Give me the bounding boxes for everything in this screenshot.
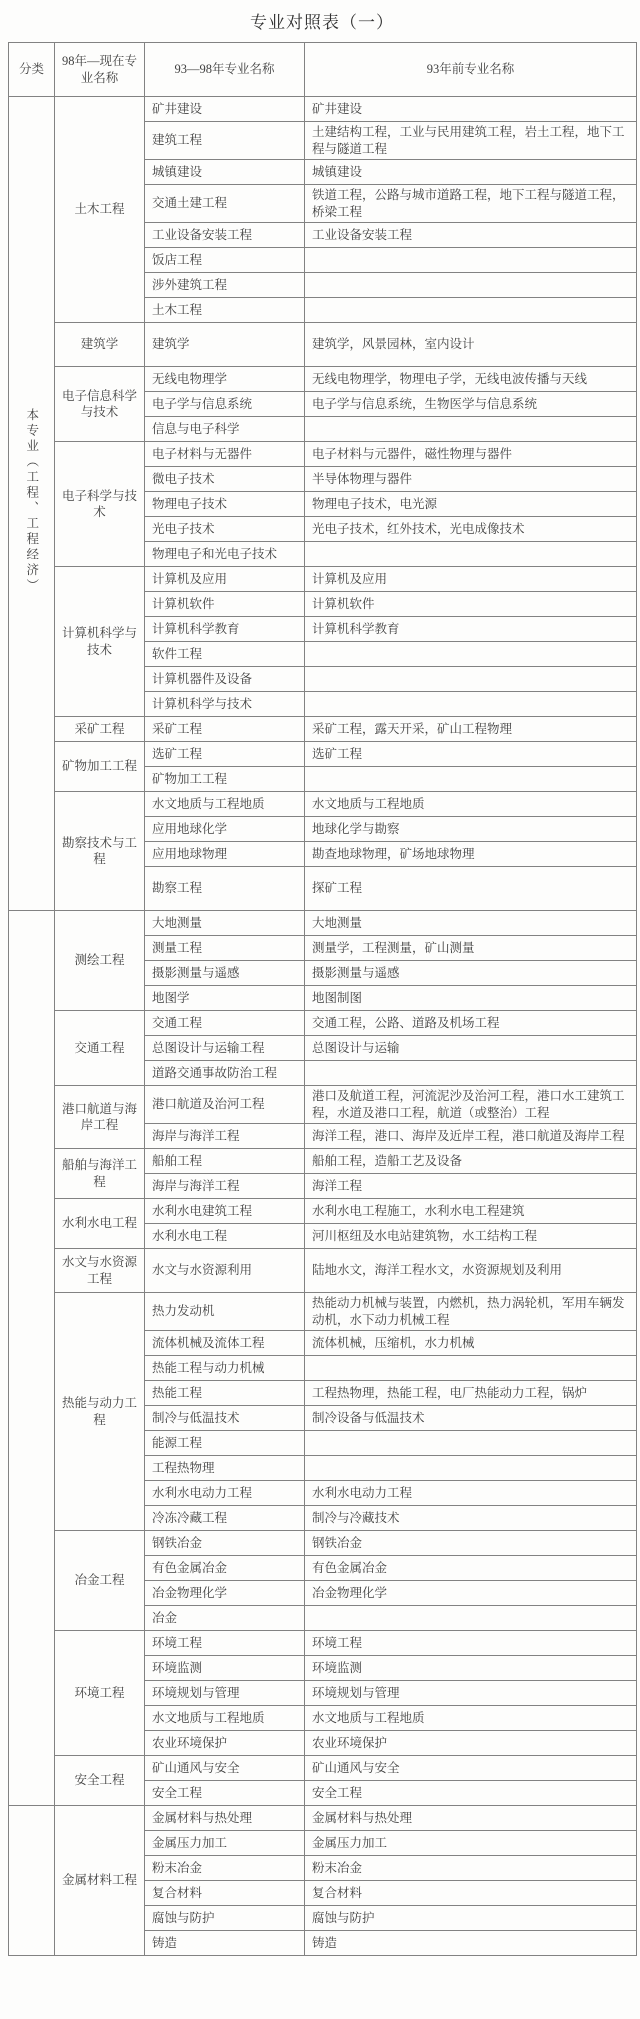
- major-93-98-cell: 计算机科学与技术: [145, 692, 305, 717]
- major-pre-93-cell: 热能动力机械与装置，内燃机，热力涡轮机，军用车辆发动机，水下动力机械工程: [305, 1293, 637, 1331]
- major-pre-93-cell: 粉末冶金: [305, 1856, 637, 1881]
- major-93-98-cell: 交通工程: [145, 1011, 305, 1036]
- major-pre-93-cell: 矿井建设: [305, 97, 637, 122]
- group-name-cell: 建筑学: [55, 323, 145, 367]
- major-93-98-cell: 无线电物理学: [145, 367, 305, 392]
- major-pre-93-cell: 金属压力加工: [305, 1831, 637, 1856]
- major-93-98-cell: 建筑工程: [145, 122, 305, 160]
- table-row: [9, 323, 637, 367]
- table-row: [9, 1631, 637, 1656]
- table-row: [9, 1756, 637, 1781]
- major-93-98-cell: 水利水电工程: [145, 1224, 305, 1249]
- group-name-cell: 矿物加工工程: [55, 742, 145, 792]
- major-93-98-cell: 能源工程: [145, 1431, 305, 1456]
- group-name-cell: 金属材料工程: [55, 1806, 145, 1956]
- major-93-98-cell: 海岸与海洋工程: [145, 1174, 305, 1199]
- major-93-98-cell: 农业环境保护: [145, 1731, 305, 1756]
- major-pre-93-cell: [305, 542, 637, 567]
- major-93-98-cell: 水文与水资源利用: [145, 1249, 305, 1293]
- major-pre-93-cell: [305, 1431, 637, 1456]
- header-major-pre-93: 93年前专业名称: [305, 43, 637, 97]
- major-pre-93-cell: 制冷设备与低温技术: [305, 1406, 637, 1431]
- major-pre-93-cell: 计算机软件: [305, 592, 637, 617]
- group-name-cell: 热能与动力工程: [55, 1293, 145, 1531]
- major-pre-93-cell: [305, 642, 637, 667]
- major-93-98-cell: 冶金物理化学: [145, 1581, 305, 1606]
- group-name-cell: 港口航道与海岸工程: [55, 1086, 145, 1149]
- group-name-cell: 安全工程: [55, 1756, 145, 1806]
- major-pre-93-cell: 水利水电工程施工，水利水电工程建筑: [305, 1199, 637, 1224]
- major-93-98-cell: 测量工程: [145, 936, 305, 961]
- group-name-cell: 冶金工程: [55, 1531, 145, 1631]
- major-93-98-cell: 水利水电建筑工程: [145, 1199, 305, 1224]
- table-row: [9, 1806, 637, 1831]
- group-name-cell: 电子科学与技术: [55, 442, 145, 567]
- major-93-98-cell: 船舶工程: [145, 1149, 305, 1174]
- table-row: [9, 1199, 637, 1224]
- major-93-98-cell: 复合材料: [145, 1881, 305, 1906]
- major-pre-93-cell: 勘查地球物理，矿场地球物理: [305, 842, 637, 867]
- table-row: [9, 1293, 637, 1331]
- major-93-98-cell: 摄影测量与遥感: [145, 961, 305, 986]
- major-pre-93-cell: 港口及航道工程，河流泥沙及治河工程，港口水工建筑工程，水道及港口工程，航道（或整治）工程: [305, 1086, 637, 1124]
- major-pre-93-cell: [305, 667, 637, 692]
- group-name-cell: 水利水电工程: [55, 1199, 145, 1249]
- major-93-98-cell: 地图学: [145, 986, 305, 1011]
- category-label: 本专业（工程、工程经济）: [24, 408, 39, 595]
- major-pre-93-cell: 采矿工程，露天开采，矿山工程物理: [305, 717, 637, 742]
- major-pre-93-cell: 腐蚀与防护: [305, 1906, 637, 1931]
- major-pre-93-cell: [305, 767, 637, 792]
- major-93-98-cell: 热能工程: [145, 1381, 305, 1406]
- major-pre-93-cell: [305, 298, 637, 323]
- header-category: 分类: [9, 43, 55, 97]
- major-93-98-cell: 金属压力加工: [145, 1831, 305, 1856]
- major-pre-93-cell: 测量学，工程测量，矿山测量: [305, 936, 637, 961]
- table-row: [9, 1086, 637, 1124]
- major-pre-93-cell: 选矿工程: [305, 742, 637, 767]
- major-pre-93-cell: 有色金属冶金: [305, 1556, 637, 1581]
- major-pre-93-cell: 河川枢纽及水电站建筑物，水工结构工程: [305, 1224, 637, 1249]
- major-93-98-cell: 计算机器件及设备: [145, 667, 305, 692]
- major-pre-93-cell: [305, 248, 637, 273]
- major-93-98-cell: 钢铁冶金: [145, 1531, 305, 1556]
- major-pre-93-cell: 光电子技术，红外技术，光电成像技术: [305, 517, 637, 542]
- major-pre-93-cell: 无线电物理学，物理电子学，无线电波传播与天线: [305, 367, 637, 392]
- major-pre-93-cell: 大地测量: [305, 911, 637, 936]
- major-93-98-cell: 安全工程: [145, 1781, 305, 1806]
- major-pre-93-cell: 环境监测: [305, 1656, 637, 1681]
- major-pre-93-cell: 钢铁冶金: [305, 1531, 637, 1556]
- major-93-98-cell: 城镇建设: [145, 160, 305, 185]
- major-pre-93-cell: 复合材料: [305, 1881, 637, 1906]
- header-row: [9, 43, 637, 97]
- major-93-98-cell: 软件工程: [145, 642, 305, 667]
- table-header: [9, 43, 637, 97]
- major-93-98-cell: 总图设计与运输工程: [145, 1036, 305, 1061]
- major-93-98-cell: 道路交通事故防治工程: [145, 1061, 305, 1086]
- category-cell: [9, 911, 55, 1806]
- major-pre-93-cell: 总图设计与运输: [305, 1036, 637, 1061]
- major-pre-93-cell: 陆地水文，海洋工程水文，水资源规划及利用: [305, 1249, 637, 1293]
- major-93-98-cell: 环境规划与管理: [145, 1681, 305, 1706]
- major-comparison-table: [8, 42, 637, 1956]
- major-pre-93-cell: 探矿工程: [305, 867, 637, 911]
- category-cell: [9, 97, 55, 911]
- major-93-98-cell: 水文地质与工程地质: [145, 1706, 305, 1731]
- major-pre-93-cell: 制冷与冷藏技术: [305, 1506, 637, 1531]
- major-pre-93-cell: 计算机及应用: [305, 567, 637, 592]
- major-pre-93-cell: 建筑学，风景园林，室内设计: [305, 323, 637, 367]
- major-pre-93-cell: 电子材料与元器件，磁性物理与器件: [305, 442, 637, 467]
- page-title: 专业对照表（一）: [250, 13, 394, 32]
- group-name-cell: 水文与水资源工程: [55, 1249, 145, 1293]
- major-pre-93-cell: 水利水电动力工程: [305, 1481, 637, 1506]
- table-row: [9, 567, 637, 592]
- major-pre-93-cell: 铁道工程，公路与城市道路工程，地下工程与隧道工程，桥梁工程: [305, 185, 637, 223]
- major-pre-93-cell: 半导体物理与器件: [305, 467, 637, 492]
- major-93-98-cell: 工业设备安装工程: [145, 223, 305, 248]
- group-name-cell: 计算机科学与技术: [55, 567, 145, 717]
- major-93-98-cell: 土木工程: [145, 298, 305, 323]
- major-pre-93-cell: 工程热物理，热能工程，电厂热能动力工程，锅炉: [305, 1381, 637, 1406]
- major-pre-93-cell: 物理电子技术，电光源: [305, 492, 637, 517]
- group-name-cell: 勘察技术与工程: [55, 792, 145, 911]
- major-pre-93-cell: 水文地质与工程地质: [305, 1706, 637, 1731]
- major-93-98-cell: 腐蚀与防护: [145, 1906, 305, 1931]
- table-row: [9, 1149, 637, 1174]
- major-pre-93-cell: 海洋工程，港口、海岸及近岸工程，港口航道及海岸工程: [305, 1124, 637, 1149]
- major-pre-93-cell: 海洋工程: [305, 1174, 637, 1199]
- major-93-98-cell: 交通土建工程: [145, 185, 305, 223]
- major-pre-93-cell: 城镇建设: [305, 160, 637, 185]
- group-name-cell: 电子信息科学与技术: [55, 367, 145, 442]
- table-body: [9, 97, 637, 1956]
- major-pre-93-cell: [305, 1356, 637, 1381]
- major-93-98-cell: 流体机械及流体工程: [145, 1331, 305, 1356]
- major-93-98-cell: 采矿工程: [145, 717, 305, 742]
- major-93-98-cell: 港口航道及治河工程: [145, 1086, 305, 1124]
- major-pre-93-cell: [305, 1456, 637, 1481]
- major-93-98-cell: 环境监测: [145, 1656, 305, 1681]
- table-row: [9, 717, 637, 742]
- major-93-98-cell: 冷冻冷藏工程: [145, 1506, 305, 1531]
- major-pre-93-cell: 地球化学与勘察: [305, 817, 637, 842]
- major-pre-93-cell: 摄影测量与遥感: [305, 961, 637, 986]
- major-pre-93-cell: 电子学与信息系统，生物医学与信息系统: [305, 392, 637, 417]
- major-93-98-cell: 金属材料与热处理: [145, 1806, 305, 1831]
- table-row: [9, 1531, 637, 1556]
- table-row: [9, 911, 637, 936]
- group-name-cell: 交通工程: [55, 1011, 145, 1086]
- major-pre-93-cell: 安全工程: [305, 1781, 637, 1806]
- major-pre-93-cell: 环境规划与管理: [305, 1681, 637, 1706]
- major-pre-93-cell: 交通工程，公路、道路及机场工程: [305, 1011, 637, 1036]
- major-93-98-cell: 信息与电子科学: [145, 417, 305, 442]
- major-93-98-cell: 微电子技术: [145, 467, 305, 492]
- major-93-98-cell: 电子学与信息系统: [145, 392, 305, 417]
- major-pre-93-cell: 农业环境保护: [305, 1731, 637, 1756]
- major-93-98-cell: 建筑学: [145, 323, 305, 367]
- major-93-98-cell: 水文地质与工程地质: [145, 792, 305, 817]
- major-pre-93-cell: 工业设备安装工程: [305, 223, 637, 248]
- major-pre-93-cell: 地图制图: [305, 986, 637, 1011]
- major-93-98-cell: 计算机科学教育: [145, 617, 305, 642]
- major-93-98-cell: 选矿工程: [145, 742, 305, 767]
- group-name-cell: 采矿工程: [55, 717, 145, 742]
- table-row: [9, 792, 637, 817]
- major-93-98-cell: 冶金: [145, 1606, 305, 1631]
- major-pre-93-cell: 金属材料与热处理: [305, 1806, 637, 1831]
- major-pre-93-cell: 流体机械，压缩机，水力机械: [305, 1331, 637, 1356]
- group-name-cell: 环境工程: [55, 1631, 145, 1756]
- major-93-98-cell: 光电子技术: [145, 517, 305, 542]
- major-93-98-cell: 应用地球物理: [145, 842, 305, 867]
- major-pre-93-cell: 水文地质与工程地质: [305, 792, 637, 817]
- major-93-98-cell: 涉外建筑工程: [145, 273, 305, 298]
- major-pre-93-cell: 冶金物理化学: [305, 1581, 637, 1606]
- major-93-98-cell: 矿物加工工程: [145, 767, 305, 792]
- major-pre-93-cell: 土建结构工程，工业与民用建筑工程，岩土工程，地下工程与隧道工程: [305, 122, 637, 160]
- major-93-98-cell: 热能工程与动力机械: [145, 1356, 305, 1381]
- major-93-98-cell: 计算机及应用: [145, 567, 305, 592]
- group-name-cell: 测绘工程: [55, 911, 145, 1011]
- table-row: [9, 442, 637, 467]
- major-93-98-cell: 有色金属冶金: [145, 1556, 305, 1581]
- major-93-98-cell: 热力发动机: [145, 1293, 305, 1331]
- major-93-98-cell: 环境工程: [145, 1631, 305, 1656]
- header-major-98-now: 98年—现在专业名称: [55, 43, 145, 97]
- major-pre-93-cell: [305, 1606, 637, 1631]
- major-93-98-cell: 电子材料与无器件: [145, 442, 305, 467]
- major-pre-93-cell: 计算机科学教育: [305, 617, 637, 642]
- major-93-98-cell: 物理电子和光电子技术: [145, 542, 305, 567]
- table-row: [9, 1011, 637, 1036]
- major-pre-93-cell: 环境工程: [305, 1631, 637, 1656]
- major-93-98-cell: 制冷与低温技术: [145, 1406, 305, 1431]
- header-major-93-98: 93—98年专业名称: [145, 43, 305, 97]
- major-93-98-cell: 矿山通风与安全: [145, 1756, 305, 1781]
- table-row: [9, 1249, 637, 1293]
- group-name-cell: 船舶与海洋工程: [55, 1149, 145, 1199]
- table-row: [9, 367, 637, 392]
- major-pre-93-cell: [305, 273, 637, 298]
- major-pre-93-cell: 矿山通风与安全: [305, 1756, 637, 1781]
- major-93-98-cell: 应用地球化学: [145, 817, 305, 842]
- major-93-98-cell: 粉末冶金: [145, 1856, 305, 1881]
- category-cell: [9, 1806, 55, 1956]
- table-row: [9, 97, 637, 122]
- major-93-98-cell: 海岸与海洋工程: [145, 1124, 305, 1149]
- major-93-98-cell: 饭店工程: [145, 248, 305, 273]
- major-pre-93-cell: 铸造: [305, 1931, 637, 1956]
- major-93-98-cell: 物理电子技术: [145, 492, 305, 517]
- major-pre-93-cell: [305, 1061, 637, 1086]
- major-pre-93-cell: [305, 417, 637, 442]
- major-93-98-cell: 铸造: [145, 1931, 305, 1956]
- major-93-98-cell: 勘察工程: [145, 867, 305, 911]
- major-93-98-cell: 计算机软件: [145, 592, 305, 617]
- major-93-98-cell: 矿井建设: [145, 97, 305, 122]
- major-93-98-cell: 工程热物理: [145, 1456, 305, 1481]
- major-pre-93-cell: [305, 692, 637, 717]
- group-name-cell: 土木工程: [55, 97, 145, 323]
- major-93-98-cell: 水利水电动力工程: [145, 1481, 305, 1506]
- table-row: [9, 742, 637, 767]
- major-93-98-cell: 大地测量: [145, 911, 305, 936]
- major-pre-93-cell: 船舶工程，造船工艺及设备: [305, 1149, 637, 1174]
